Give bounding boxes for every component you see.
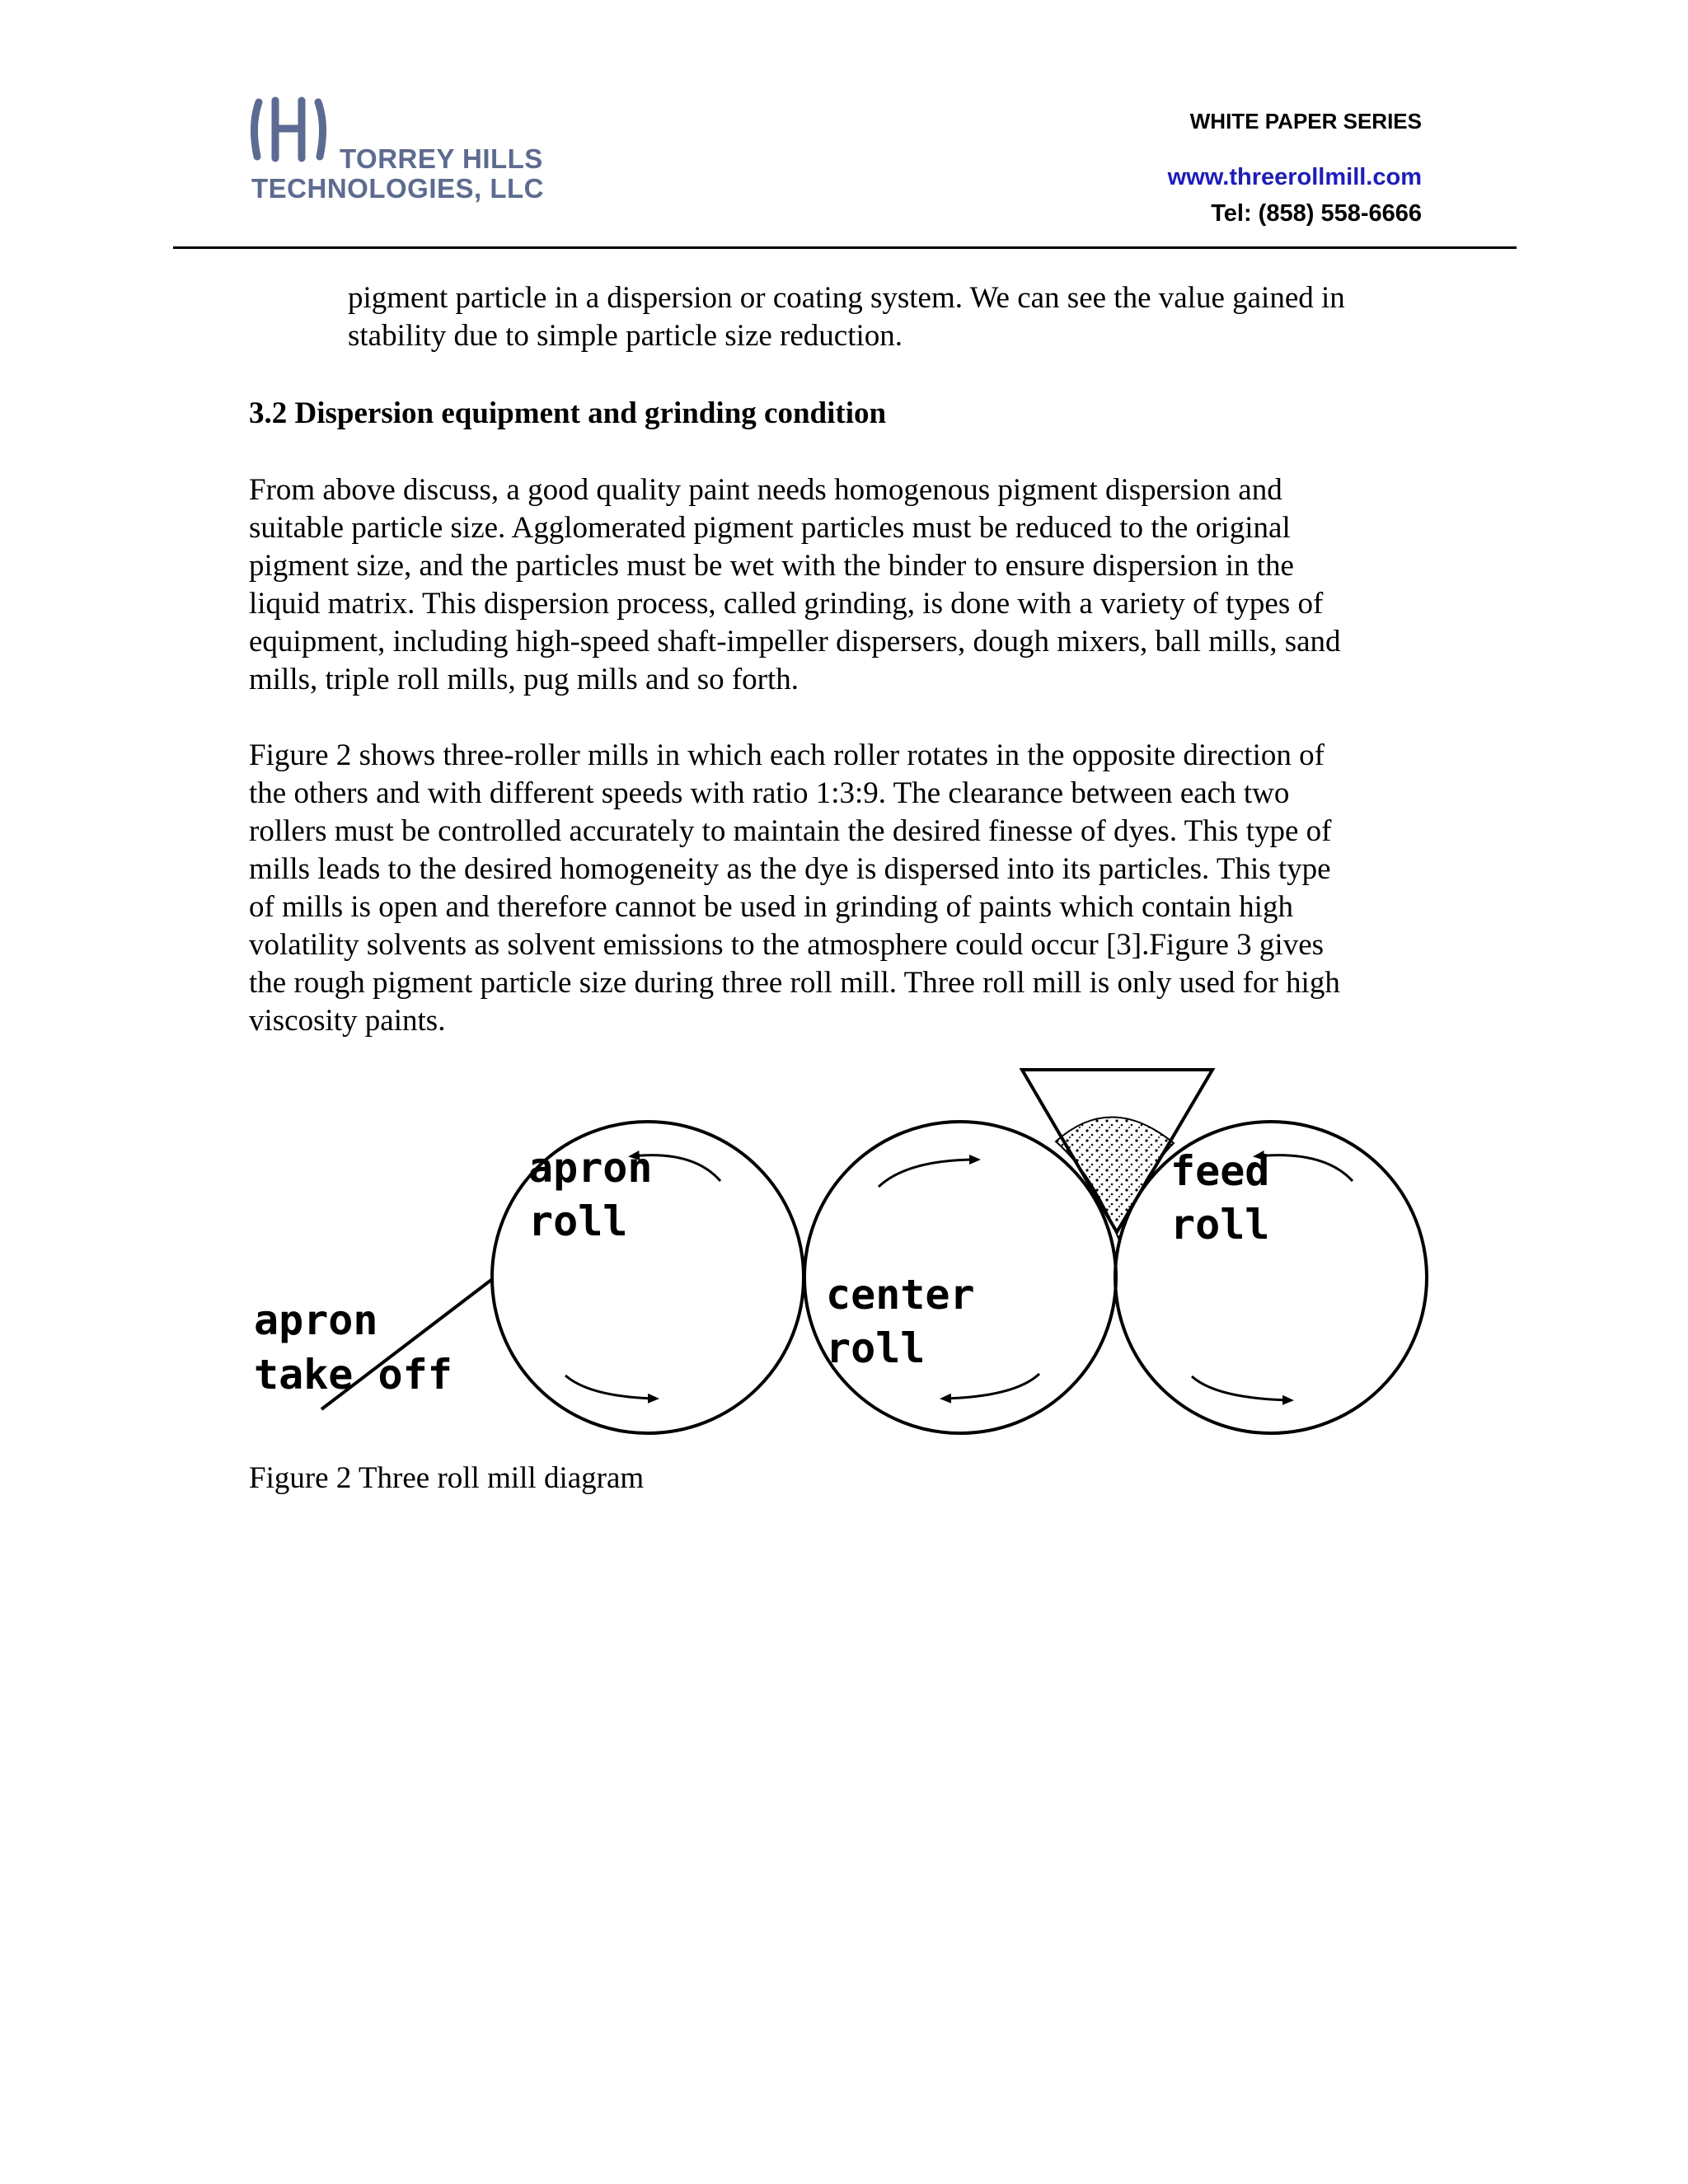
text-line: the others and with different speeds with ratio 1:3:9. The clearance between each two <box>249 776 1290 810</box>
text-line: the rough pigment particle size during three roll mill. Three roll mill is only used for high <box>249 966 1340 1000</box>
torrey-hills-logo-icon <box>247 92 338 175</box>
text-line: suitable particle size. Agglomerated pigment particles must be reduced to the original <box>249 511 1291 545</box>
header-divider <box>173 246 1517 249</box>
text-line: of mills is open and therefore cannot be used in grinding of paints which contain high <box>249 890 1293 924</box>
pigment-paste <box>1056 1117 1174 1240</box>
text-line: From above discuss, a good quality paint needs homogenous pigment dispersion and <box>249 473 1282 507</box>
feed-roll-label-line-1: feed <box>1170 1147 1270 1195</box>
apron-take-off-label-line-2: take off <box>254 1351 452 1399</box>
center-roll-label-line-1: center <box>826 1271 975 1319</box>
feed-roll-label-line-2: roll <box>1170 1201 1270 1249</box>
white-paper-series-label: WHITE PAPER SERIES <box>1189 109 1422 134</box>
company-logo <box>247 92 544 208</box>
text-line: equipment, including high-speed shaft-impeller dispersers, dough mixers, ball mills, sand <box>249 625 1341 658</box>
apron-roll-label-line-1: apron <box>528 1144 653 1192</box>
text-line: mills leads to the desired homogeneity as the dye is dispersed into its particles. This type <box>249 852 1331 886</box>
text-line: rollers must be controlled accurately to maintain the desired finesse of dyes. This type of <box>249 814 1332 848</box>
figure-caption: Figure 2 Three roll mill diagram <box>249 1461 645 1495</box>
three-roll-mill-figure <box>244 1059 1439 1446</box>
paragraph-three-roll-mill <box>249 737 1340 1040</box>
center-roll-label-line-2: roll <box>826 1324 926 1372</box>
text-line: liquid matrix. This dispersion process, called grinding, is done with a variety of types of <box>249 587 1324 621</box>
logo-line-2: TECHNOLOGIES, LLC <box>251 173 544 204</box>
feed-roll-top-arrow <box>1256 1155 1353 1181</box>
apron-roll-bottom-arrow <box>565 1376 656 1399</box>
logo-line-1: TORREY HILLS <box>340 143 543 174</box>
text-line: mills, triple roll mills, pug mills and so forth. <box>249 663 799 696</box>
apron-take-off-label-line-1: apron <box>254 1296 378 1344</box>
feed-roll-bottom-arrow <box>1192 1376 1291 1400</box>
text-line: stability due to simple particle size reduction. <box>348 319 903 353</box>
section-heading: 3.2 Dispersion equipment and grinding condition <box>249 396 887 430</box>
text-line: pigment size, and the particles must be wet with the binder to ensure dispersion in the <box>249 549 1294 583</box>
telephone-number: Tel: (858) 558-6666 <box>1211 200 1422 227</box>
text-line: pigment particle in a dispersion or coating system. We can see the value gained in <box>348 281 1345 315</box>
apron-roll-label-line-2: roll <box>528 1197 628 1245</box>
center-roll-bottom-arrow <box>943 1374 1039 1399</box>
three-roll-mill-diagram <box>244 1059 1439 1446</box>
website-link[interactable]: www.threerollmill.com <box>1167 164 1422 190</box>
center-roll-top-arrow <box>879 1160 978 1187</box>
text-line: Figure 2 shows three-roller mills in which each roller rotates in the opposite direction of <box>249 738 1325 772</box>
feed-roll <box>1115 1122 1427 1433</box>
intro-paragraph <box>348 279 1345 355</box>
text-line: viscosity paints. <box>249 1004 446 1038</box>
text-line: volatility solvents as solvent emissions to the atmosphere could occur [3].Figure 3 gives <box>249 928 1325 962</box>
paragraph-dispersion <box>249 471 1341 699</box>
